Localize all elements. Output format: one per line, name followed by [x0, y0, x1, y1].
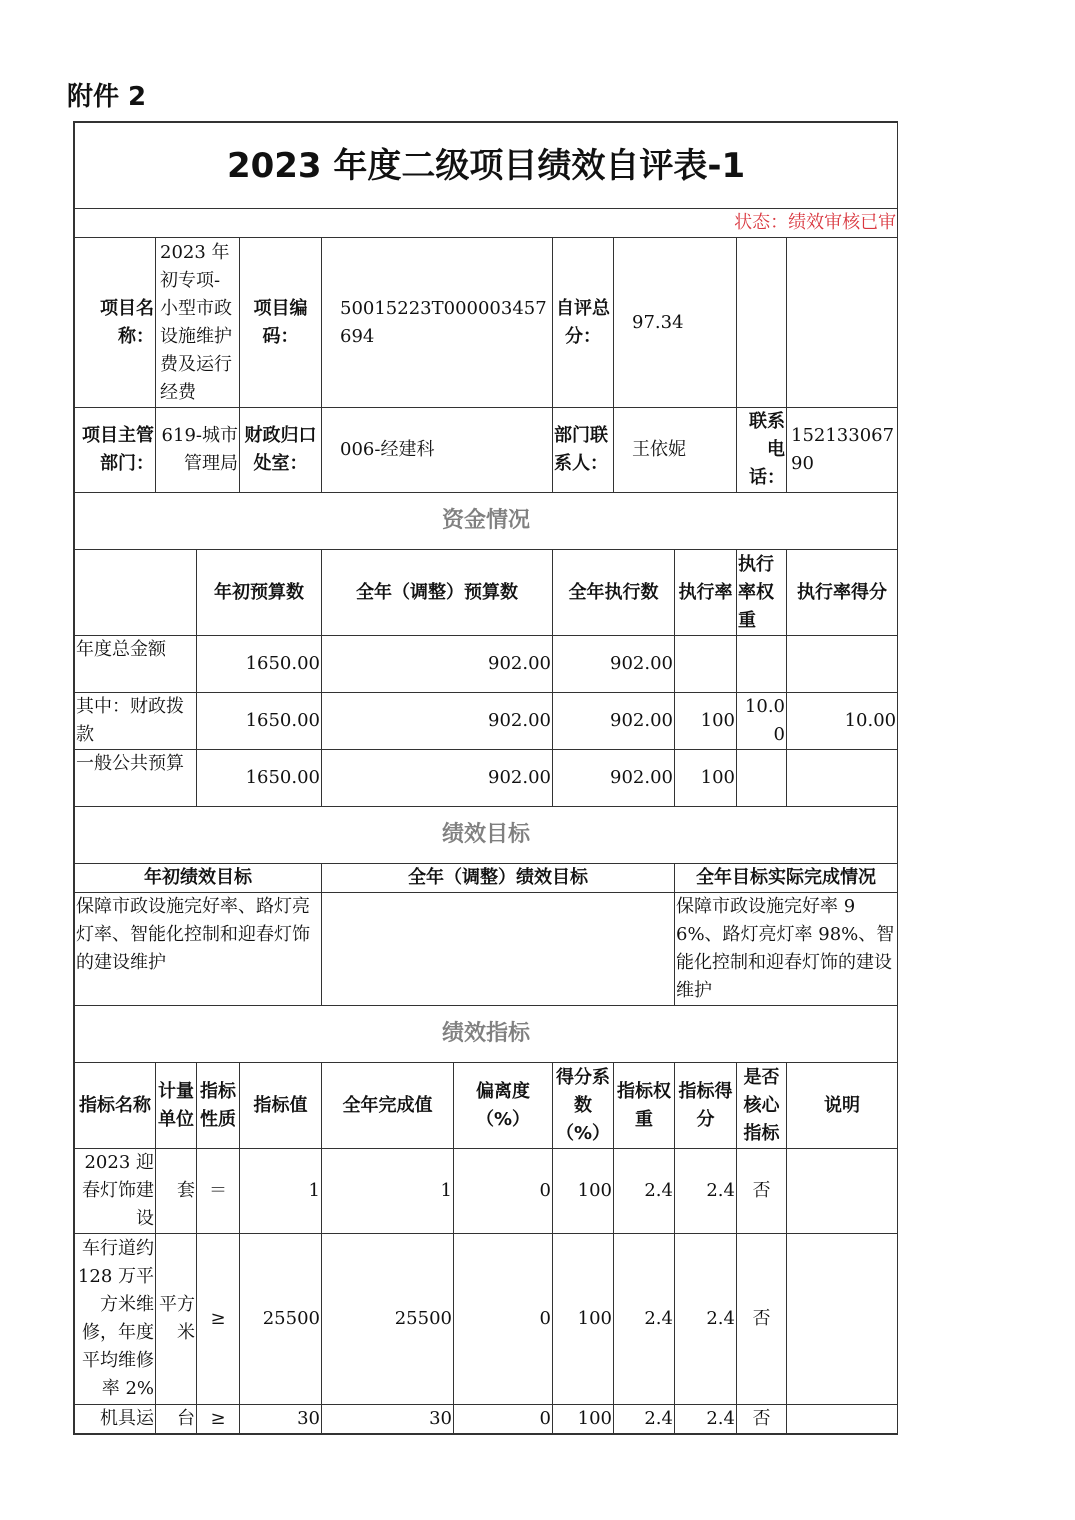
ind-header-note: 说明 [787, 1063, 898, 1149]
funds-rate [675, 636, 737, 693]
funds-executed: 902.00 [553, 693, 675, 750]
ind-core: 否 [737, 1234, 787, 1405]
evaluation-table [74, 122, 898, 1434]
funds-adjusted-budget: 902.00 [322, 750, 553, 807]
status-text: 状态：绩效审核已审 [75, 209, 898, 238]
ind-target: 30 [240, 1405, 322, 1434]
table-row [75, 636, 898, 693]
funds-header-executed: 全年执行数 [553, 550, 675, 636]
ind-header-coefficient: 得分系数（%） [553, 1063, 614, 1149]
funds-header-blank [75, 550, 197, 636]
ind-name: 2023 迎春灯饰建设 [75, 1149, 156, 1234]
funds-adjusted-budget: 902.00 [322, 636, 553, 693]
project-code-value: 50015223T000003457694 [322, 238, 553, 408]
ind-coefficient: 100 [553, 1234, 614, 1405]
ind-coefficient: 100 [553, 1405, 614, 1434]
funds-rate: 100 [675, 693, 737, 750]
ind-core: 否 [737, 1405, 787, 1434]
ind-note [787, 1149, 898, 1234]
ind-score: 2.4 [675, 1234, 737, 1405]
goals-actual-text: 保障市政设施完好率 96%、路灯亮灯率 98%、智能化控制和迎春灯饰的建设维护 [675, 893, 898, 1006]
table-row [75, 693, 898, 750]
project-code-label: 项目编码： [240, 238, 322, 408]
ind-target: 1 [240, 1149, 322, 1234]
attachment-label: 附件 2 [67, 82, 147, 112]
empty-cell [737, 238, 787, 408]
finance-office-value: 006-经建科 [322, 408, 553, 493]
goals-header-adjusted: 全年（调整）绩效目标 [322, 864, 675, 893]
ind-completed: 25500 [322, 1234, 454, 1405]
phone-value: 15213306790 [787, 408, 898, 493]
ind-header-unit: 计量单位 [156, 1063, 197, 1149]
ind-target: 25500 [240, 1234, 322, 1405]
funds-section-title: 资金情况 [75, 493, 898, 550]
indicators-section-title: 绩效指标 [75, 1006, 898, 1063]
funds-header-adjusted-budget: 全年（调整）预算数 [322, 550, 553, 636]
funds-row-label: 其中：财政拨款 [75, 693, 197, 750]
funds-initial-budget: 1650.00 [197, 750, 322, 807]
ind-header-nature: 指标性质 [197, 1063, 240, 1149]
contact-label: 部门联系人： [553, 408, 614, 493]
funds-header-rate-score: 执行率得分 [787, 550, 898, 636]
ind-completed: 1 [322, 1149, 454, 1234]
table-row [75, 1405, 898, 1434]
ind-header-target: 指标值 [240, 1063, 322, 1149]
project-name-label: 项目名称： [75, 238, 156, 408]
ind-header-weight: 指标权重 [614, 1063, 675, 1149]
project-name-value: 2023 年初专项-小型市政设施维护费及运行经费 [156, 238, 240, 408]
ind-core: 否 [737, 1149, 787, 1234]
self-score-value: 97.34 [614, 238, 737, 408]
ind-name: 车行道约 128 万平方米维修，年度平均维修率 2% [75, 1234, 156, 1405]
funds-rate-score [787, 750, 898, 807]
ind-coefficient: 100 [553, 1149, 614, 1234]
form-title: 2023 年度二级项目绩效自评表-1 [75, 123, 898, 209]
goals-header-actual: 全年目标实际完成情况 [675, 864, 898, 893]
ind-nature: ≥ [197, 1234, 240, 1405]
funds-header-rate-weight: 执行率权重 [737, 550, 787, 636]
ind-unit: 平方米 [156, 1234, 197, 1405]
ind-note [787, 1405, 898, 1434]
ind-score: 2.4 [675, 1405, 737, 1434]
ind-header-completed: 全年完成值 [322, 1063, 454, 1149]
phone-label: 联系电话： [737, 408, 787, 493]
ind-score: 2.4 [675, 1149, 737, 1234]
funds-header-initial-budget: 年初预算数 [197, 550, 322, 636]
evaluation-form [73, 121, 898, 1435]
dept-label: 项目主管部门： [75, 408, 156, 493]
ind-weight: 2.4 [614, 1405, 675, 1434]
ind-name: 机具运 [75, 1405, 156, 1434]
ind-completed: 30 [322, 1405, 454, 1434]
empty-cell [787, 238, 898, 408]
ind-deviation: 0 [454, 1234, 553, 1405]
funds-adjusted-budget: 902.00 [322, 693, 553, 750]
ind-note [787, 1234, 898, 1405]
funds-executed: 902.00 [553, 750, 675, 807]
goals-header-initial: 年初绩效目标 [75, 864, 322, 893]
funds-rate-weight [737, 750, 787, 807]
funds-initial-budget: 1650.00 [197, 636, 322, 693]
ind-header-name: 指标名称 [75, 1063, 156, 1149]
goals-section-title: 绩效目标 [75, 807, 898, 864]
table-row [75, 1234, 898, 1405]
goals-adjusted-text [322, 893, 675, 1006]
ind-deviation: 0 [454, 1405, 553, 1434]
funds-row-label: 年度总金额 [75, 636, 197, 693]
funds-rate-weight: 10.00 [737, 693, 787, 750]
goals-initial-text: 保障市政设施完好率、路灯亮灯率、智能化控制和迎春灯饰的建设维护 [75, 893, 322, 1006]
self-score-label: 自评总分： [553, 238, 614, 408]
funds-rate-score: 10.00 [787, 693, 898, 750]
finance-office-label: 财政归口处室： [240, 408, 322, 493]
funds-header-rate: 执行率 [675, 550, 737, 636]
ind-nature: ≥ [197, 1405, 240, 1434]
ind-nature: ＝ [197, 1149, 240, 1234]
funds-rate-score [787, 636, 898, 693]
ind-unit: 套 [156, 1149, 197, 1234]
ind-weight: 2.4 [614, 1234, 675, 1405]
funds-executed: 902.00 [553, 636, 675, 693]
contact-value: 王依妮 [614, 408, 737, 493]
funds-rate: 100 [675, 750, 737, 807]
table-row [75, 750, 898, 807]
dept-value: 619-城市管理局 [156, 408, 240, 493]
ind-header-core: 是否核心指标 [737, 1063, 787, 1149]
funds-initial-budget: 1650.00 [197, 693, 322, 750]
ind-header-score: 指标得分 [675, 1063, 737, 1149]
table-row [75, 1149, 898, 1234]
funds-row-label: 一般公共预算 [75, 750, 197, 807]
ind-weight: 2.4 [614, 1149, 675, 1234]
ind-header-deviation: 偏离度（%） [454, 1063, 553, 1149]
ind-deviation: 0 [454, 1149, 553, 1234]
ind-unit: 台 [156, 1405, 197, 1434]
funds-rate-weight [737, 636, 787, 693]
